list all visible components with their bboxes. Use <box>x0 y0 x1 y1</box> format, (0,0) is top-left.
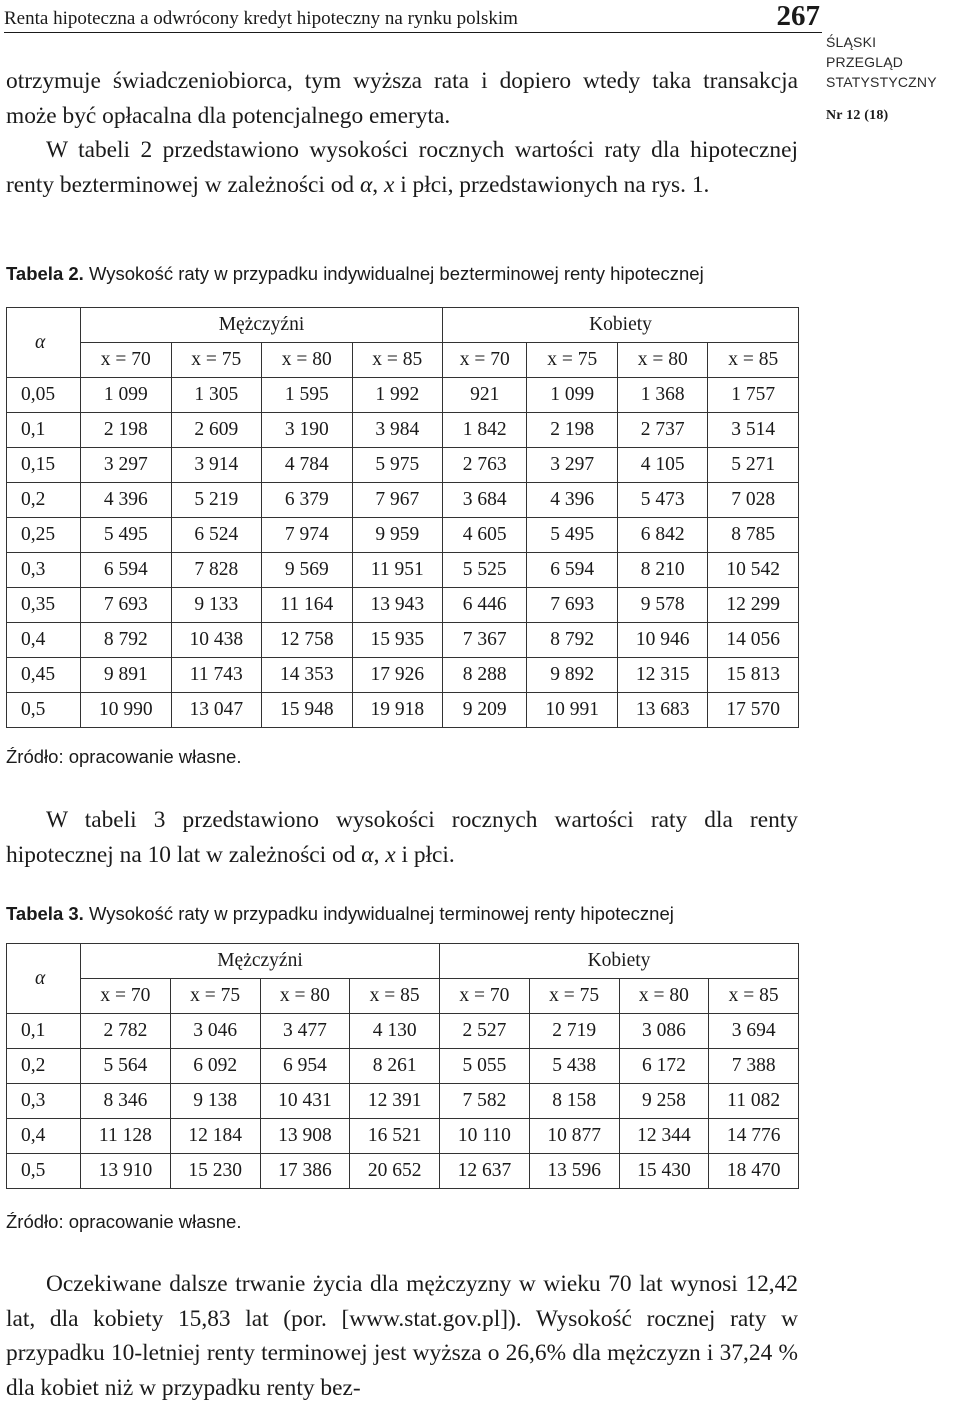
table-row <box>7 413 799 448</box>
value-cell: 1 595 <box>262 378 353 413</box>
value-cell: 2 719 <box>529 1014 619 1049</box>
value-cell: 4 396 <box>527 483 618 518</box>
value-cell: 17 386 <box>260 1154 350 1189</box>
value-cell: 2 763 <box>443 448 527 483</box>
journal-line-1: ŚLĄSKI <box>826 34 877 50</box>
alpha-cell: 0,3 <box>7 1084 81 1119</box>
value-cell: 17 926 <box>352 658 443 693</box>
value-cell: 15 430 <box>619 1154 709 1189</box>
value-cell: 10 991 <box>527 693 618 728</box>
alpha-cell: 0,05 <box>7 378 81 413</box>
table-row <box>7 1154 799 1189</box>
value-cell: 6 594 <box>81 553 172 588</box>
value-cell: 5 525 <box>443 553 527 588</box>
value-cell: 10 542 <box>708 553 799 588</box>
value-cell: 3 297 <box>527 448 618 483</box>
x-symbol: x <box>383 171 395 198</box>
value-cell: 8 158 <box>529 1084 619 1119</box>
table-row <box>7 483 799 518</box>
alpha-cell: 0,5 <box>7 1154 81 1189</box>
value-cell: 2 198 <box>81 413 172 448</box>
value-cell: 14 353 <box>262 658 353 693</box>
value-cell: 18 470 <box>709 1154 799 1189</box>
value-cell: 8 210 <box>617 553 708 588</box>
value-cell: 4 396 <box>81 483 172 518</box>
alpha-header: α <box>7 308 81 378</box>
value-cell: 13 908 <box>260 1119 350 1154</box>
group-header-men: Mężczyźni <box>81 944 440 979</box>
journal-name <box>826 32 960 126</box>
value-cell: 12 344 <box>619 1119 709 1154</box>
value-cell: 1 842 <box>443 413 527 448</box>
value-cell: 6 172 <box>619 1049 709 1084</box>
x-symbol: x <box>385 841 396 868</box>
value-cell: 2 527 <box>440 1014 530 1049</box>
column-header: x = 75 <box>529 979 619 1014</box>
value-cell: 15 813 <box>708 658 799 693</box>
value-cell: 6 594 <box>527 553 618 588</box>
value-cell: 19 918 <box>352 693 443 728</box>
paragraph-2-text-b: i płci. <box>395 841 455 868</box>
table-2 <box>6 307 799 728</box>
page-number: 267 <box>776 0 820 32</box>
value-cell: 6 379 <box>262 483 353 518</box>
subheader-row <box>7 343 799 378</box>
alpha-cell: 0,1 <box>7 1014 81 1049</box>
column-header: x = 85 <box>352 343 443 378</box>
group-header-men: Mężczyźni <box>81 308 443 343</box>
value-cell: 3 514 <box>708 413 799 448</box>
column-header: x = 80 <box>262 343 353 378</box>
value-cell: 5 495 <box>81 518 172 553</box>
value-cell: 5 438 <box>529 1049 619 1084</box>
value-cell: 1 099 <box>81 378 172 413</box>
value-cell: 5 495 <box>527 518 618 553</box>
value-cell: 10 110 <box>440 1119 530 1154</box>
alpha-cell: 0,35 <box>7 588 81 623</box>
value-cell: 6 524 <box>171 518 262 553</box>
value-cell: 2 782 <box>81 1014 171 1049</box>
value-cell: 3 914 <box>171 448 262 483</box>
value-cell: 1 305 <box>171 378 262 413</box>
value-cell: 10 946 <box>617 623 708 658</box>
paragraph-1-main <box>6 133 798 202</box>
value-cell: 12 184 <box>170 1119 260 1154</box>
separator: , <box>372 171 384 198</box>
paragraph-2-text <box>6 803 798 872</box>
column-header: x = 70 <box>81 343 172 378</box>
value-cell: 7 967 <box>352 483 443 518</box>
value-cell: 10 431 <box>260 1084 350 1119</box>
alpha-header: α <box>7 944 81 1014</box>
column-header: x = 75 <box>527 343 618 378</box>
value-cell: 3 190 <box>262 413 353 448</box>
alpha-cell: 0,25 <box>7 518 81 553</box>
alpha-cell: 0,4 <box>7 1119 81 1154</box>
group-header-women: Kobiety <box>440 944 799 979</box>
value-cell: 12 637 <box>440 1154 530 1189</box>
value-cell: 6 842 <box>617 518 708 553</box>
value-cell: 10 877 <box>529 1119 619 1154</box>
value-cell: 1 099 <box>527 378 618 413</box>
value-cell: 3 477 <box>260 1014 350 1049</box>
value-cell: 11 128 <box>81 1119 171 1154</box>
value-cell: 5 271 <box>708 448 799 483</box>
value-cell: 20 652 <box>350 1154 440 1189</box>
table-row <box>7 1119 799 1154</box>
column-header: x = 75 <box>170 979 260 1014</box>
paragraph-1 <box>6 64 798 202</box>
column-header: x = 85 <box>709 979 799 1014</box>
value-cell: 16 521 <box>350 1119 440 1154</box>
paragraph-1-text-b: i płci, przedstawionych na rys. 1. <box>394 171 710 198</box>
table-row <box>7 1049 799 1084</box>
value-cell: 11 164 <box>262 588 353 623</box>
value-cell: 3 984 <box>352 413 443 448</box>
value-cell: 7 582 <box>440 1084 530 1119</box>
value-cell: 13 596 <box>529 1154 619 1189</box>
alpha-cell: 0,15 <box>7 448 81 483</box>
value-cell: 12 315 <box>617 658 708 693</box>
column-header: x = 70 <box>440 979 530 1014</box>
value-cell: 7 693 <box>81 588 172 623</box>
value-cell: 2 609 <box>171 413 262 448</box>
value-cell: 3 086 <box>619 1014 709 1049</box>
value-cell: 4 105 <box>617 448 708 483</box>
value-cell: 13 683 <box>617 693 708 728</box>
value-cell: 13 943 <box>352 588 443 623</box>
alpha-cell: 0,1 <box>7 413 81 448</box>
paragraph-2-text-a: W tabeli 3 przedstawiono wysokości rocznych wartości raty dla renty hipotecznej na 10 lat w zależności od <box>6 807 798 868</box>
column-header: x = 70 <box>81 979 171 1014</box>
value-cell: 3 297 <box>81 448 172 483</box>
value-cell: 2 198 <box>527 413 618 448</box>
value-cell: 7 028 <box>708 483 799 518</box>
table-3-label: Tabela 3. <box>6 903 84 924</box>
table-3-source: Źródło: opracowanie własne. <box>6 1211 242 1232</box>
paragraph-1-continuation: otrzymuje świadczeniobiorca, tym wyższa rata i dopiero wtedy taka transakcja może być opłacalna dla potencjalnego emeryta. <box>6 68 798 129</box>
separator: , <box>373 841 386 868</box>
column-header: x = 70 <box>443 343 527 378</box>
value-cell: 7 828 <box>171 553 262 588</box>
value-cell: 1 992 <box>352 378 443 413</box>
value-cell: 8 785 <box>708 518 799 553</box>
value-cell: 3 694 <box>709 1014 799 1049</box>
value-cell: 7 388 <box>709 1049 799 1084</box>
journal-line-3: STATYSTYCZNY <box>826 74 937 90</box>
value-cell: 12 391 <box>350 1084 440 1119</box>
value-cell: 8 261 <box>350 1049 440 1084</box>
table-row <box>7 518 799 553</box>
value-cell: 3 684 <box>443 483 527 518</box>
column-header: x = 80 <box>617 343 708 378</box>
value-cell: 15 230 <box>170 1154 260 1189</box>
value-cell: 12 758 <box>262 623 353 658</box>
table-row <box>7 623 799 658</box>
value-cell: 921 <box>443 378 527 413</box>
value-cell: 1 757 <box>708 378 799 413</box>
column-header: x = 80 <box>260 979 350 1014</box>
value-cell: 9 133 <box>171 588 262 623</box>
table-row <box>7 588 799 623</box>
table-row <box>7 1084 799 1119</box>
value-cell: 9 891 <box>81 658 172 693</box>
table-row <box>7 693 799 728</box>
value-cell: 6 092 <box>170 1049 260 1084</box>
group-header-women: Kobiety <box>443 308 799 343</box>
journal-line-2: PRZEGLĄD <box>826 54 904 70</box>
journal-issue: Nr 12 (18) <box>826 108 889 123</box>
table-row <box>7 553 799 588</box>
table-2-label: Tabela 2. <box>6 263 84 284</box>
value-cell: 10 438 <box>171 623 262 658</box>
column-header: x = 80 <box>619 979 709 1014</box>
value-cell: 15 935 <box>352 623 443 658</box>
value-cell: 8 346 <box>81 1084 171 1119</box>
alpha-cell: 0,4 <box>7 623 81 658</box>
value-cell: 3 046 <box>170 1014 260 1049</box>
value-cell: 1 368 <box>617 378 708 413</box>
value-cell: 7 693 <box>527 588 618 623</box>
value-cell: 9 138 <box>170 1084 260 1119</box>
table-2-caption <box>6 262 704 286</box>
column-header: x = 85 <box>350 979 440 1014</box>
table-row <box>7 658 799 693</box>
alpha-symbol: α <box>361 841 374 868</box>
paragraph-1-text-a: W tabeli 2 przedstawiono wysokości rocznych wartości raty dla hipotecznej renty bezterminowej w zależności od <box>6 137 798 198</box>
table-3 <box>6 943 799 1189</box>
table-row <box>7 378 799 413</box>
alpha-cell: 0,2 <box>7 483 81 518</box>
alpha-cell: 0,5 <box>7 693 81 728</box>
value-cell: 5 219 <box>171 483 262 518</box>
alpha-symbol: α <box>359 171 373 198</box>
value-cell: 11 951 <box>352 553 443 588</box>
value-cell: 9 569 <box>262 553 353 588</box>
value-cell: 17 570 <box>708 693 799 728</box>
value-cell: 5 564 <box>81 1049 171 1084</box>
alpha-cell: 0,45 <box>7 658 81 693</box>
paragraph-3 <box>6 1267 798 1405</box>
paragraph-2 <box>6 803 798 872</box>
table-2-caption-text: Wysokość raty w przypadku indywidualnej bezterminowej renty hipotecznej <box>88 263 704 284</box>
value-cell: 7 974 <box>262 518 353 553</box>
alpha-cell: 0,3 <box>7 553 81 588</box>
value-cell: 8 288 <box>443 658 527 693</box>
value-cell: 13 047 <box>171 693 262 728</box>
value-cell: 11 082 <box>709 1084 799 1119</box>
value-cell: 4 605 <box>443 518 527 553</box>
value-cell: 13 910 <box>81 1154 171 1189</box>
value-cell: 9 209 <box>443 693 527 728</box>
value-cell: 9 258 <box>619 1084 709 1119</box>
value-cell: 2 737 <box>617 413 708 448</box>
value-cell: 6 954 <box>260 1049 350 1084</box>
value-cell: 11 743 <box>171 658 262 693</box>
value-cell: 15 948 <box>262 693 353 728</box>
value-cell: 9 959 <box>352 518 443 553</box>
value-cell: 9 892 <box>527 658 618 693</box>
table-3-caption-text: Wysokość raty w przypadku indywidualnej terminowej renty hipotecznej <box>88 903 674 924</box>
value-cell: 12 299 <box>708 588 799 623</box>
value-cell: 9 578 <box>617 588 708 623</box>
value-cell: 5 055 <box>440 1049 530 1084</box>
value-cell: 5 975 <box>352 448 443 483</box>
column-header: x = 75 <box>171 343 262 378</box>
value-cell: 8 792 <box>527 623 618 658</box>
value-cell: 10 990 <box>81 693 172 728</box>
value-cell: 5 473 <box>617 483 708 518</box>
table-2-source: Źródło: opracowanie własne. <box>6 746 242 767</box>
alpha-cell: 0,2 <box>7 1049 81 1084</box>
value-cell: 7 367 <box>443 623 527 658</box>
value-cell: 6 446 <box>443 588 527 623</box>
table-row <box>7 448 799 483</box>
value-cell: 4 784 <box>262 448 353 483</box>
value-cell: 8 792 <box>81 623 172 658</box>
value-cell: 14 056 <box>708 623 799 658</box>
paragraph-3-text: Oczekiwane dalsze trwanie życia dla mężczyzny w wieku 70 lat wynosi 12,42 lat, dla kobiety 15,83 lat (por. [www.stat.gov.pl]). Wysokość rocznej raty w przypadku 10-letniej renty terminowej jest wyższa o 26,6% dla mężczyzn i 37,24 % dla kobiet niż w przypadku renty bez- <box>6 1271 798 1401</box>
table-row <box>7 1014 799 1049</box>
value-cell: 14 776 <box>709 1119 799 1154</box>
value-cell: 4 130 <box>350 1014 440 1049</box>
table-3-caption <box>6 902 674 926</box>
running-title: Renta hipoteczna a odwrócony kredyt hipoteczny na rynku polskim <box>4 8 518 29</box>
column-header: x = 85 <box>708 343 799 378</box>
running-head <box>4 0 822 33</box>
subheader-row <box>7 979 799 1014</box>
